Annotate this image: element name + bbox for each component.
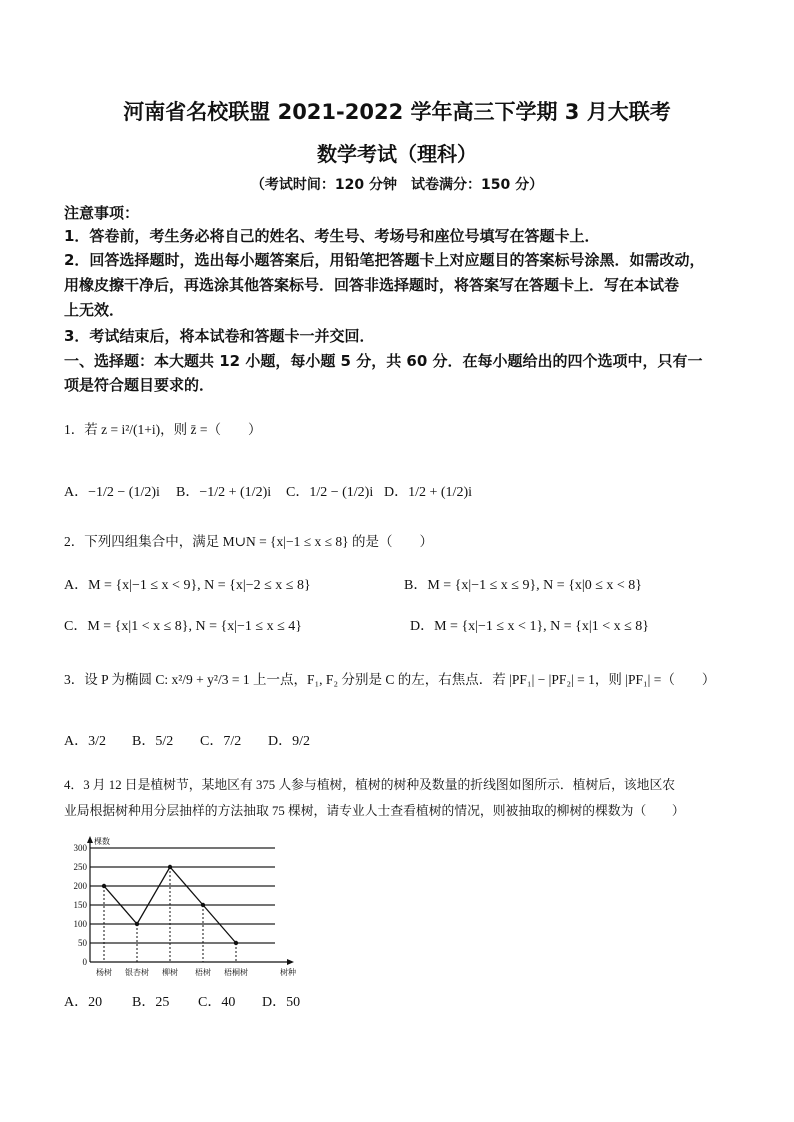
q3-option-b: B．5/2: [132, 734, 174, 749]
q2-option-a: A．M = {x|−1 ≤ x < 9}, N = {x|−2 ≤ x ≤ 8}: [64, 578, 311, 593]
data-point: [102, 884, 106, 888]
y-tick-label: 150: [73, 900, 87, 910]
q1-option-b: B．−1/2 + (1/2)i: [176, 485, 272, 500]
q2-option-d: D．M = {x|−1 ≤ x < 1}, N = {x|1 < x ≤ 8}: [410, 619, 649, 634]
section-heading: 一、选择题：本大题共 12 小题，每小题 5 分，共 60 分．在每小题给出的四个选项中，只有一: [64, 352, 703, 370]
q4-option-d: D．50: [262, 995, 301, 1010]
q1-option-c: C．1/2 − (1/2)i: [286, 485, 374, 500]
notice-heading: 注意事项：: [64, 204, 140, 222]
exam-meta: （考试时间：120 分钟 试卷满分：150 分）: [250, 177, 544, 193]
q3-option-c: C．7/2: [200, 734, 242, 749]
q1-option-d: D．1/2 + (1/2)i: [384, 485, 472, 500]
q3-option-d: D．9/2: [268, 734, 310, 749]
y-tick-label: 100: [73, 919, 87, 929]
question-1: 1．若 z = i²/(1+i)，则 z̄ =（ ）: [64, 422, 262, 437]
q2-option-b: B．M = {x|−1 ≤ x ≤ 9}, N = {x|0 ≤ x < 8}: [404, 578, 643, 593]
y-tick-label: 250: [73, 862, 87, 872]
y-tick-label: 300: [73, 843, 87, 853]
y-tick-label: 0: [82, 957, 87, 967]
question-4: 4．3 月 12 日是植树节，某地区有 375 人参与植树，植树的树种及数量的折线图如图所示．植树后，该地区农: [64, 778, 676, 792]
q1-option-a: A．−1/2 − (1/2)i: [64, 485, 160, 500]
page-title: 河南省名校联盟 2021-2022 学年高三下学期 3 月大联考: [123, 100, 671, 124]
data-point: [201, 903, 205, 907]
x-tick-label: 梧树: [195, 968, 211, 977]
notice-item: 用橡皮擦干净后，再选涂其他答案标号．回答非选择题时，将答案写在答题卡上．写在本试卷: [64, 276, 680, 294]
data-point: [168, 865, 172, 869]
q2-option-c: C．M = {x|1 < x ≤ 8}, N = {x|−1 ≤ x ≤ 4}: [64, 619, 303, 634]
y-tick-label: 200: [73, 881, 87, 891]
notice-item: 1．答卷前，考生务必将自己的姓名、考生号、考场号和座位号填写在答题卡上．: [64, 227, 600, 245]
question-4-cont: 业局根据树种用分层抽样的方法抽取 75 棵树，请专业人士查看植树的情况，则被抽取的柳树的棵数为（ ）: [64, 804, 685, 818]
data-point: [135, 922, 139, 926]
q4-option-b: B．25: [132, 995, 170, 1010]
q3-option-a: A．3/2: [64, 734, 106, 749]
q4-option-c: C．40: [198, 995, 236, 1010]
data-point: [234, 941, 238, 945]
y-tick-label: 50: [78, 938, 87, 948]
x-tick-label: 银杏树: [125, 968, 149, 977]
q4-option-a: A．20: [64, 995, 103, 1010]
section-heading: 项是符合题目要求的．: [64, 376, 215, 394]
y-axis-label: 棵数: [94, 837, 110, 846]
question-3: 3．设 P 为椭圆 C: x²/9 + y²/3 = 1 上一点，F₁, F₂ 分别是 C 的左，右焦点．若 |PF₁| − |PF₂| = 1，则 |PF₁| =（ ）: [64, 672, 716, 687]
y-axis-arrow: [87, 836, 93, 843]
question-2: 2．下列四组集合中，满足 M∪N = {x|−1 ≤ x ≤ 8} 的是（ ）: [64, 534, 434, 549]
x-tick-label: 梧桐树: [224, 968, 248, 977]
x-tick-label: 柳树: [162, 968, 178, 977]
notice-item: 上无效．: [64, 301, 125, 319]
notice-item: 3．考试结束后，将本试卷和答题卡一并交回．: [64, 327, 375, 345]
notice-item: 2．回答选择题时，选出每小题答案后，用铅笔把答题卡上对应题目的答案标号涂黑．如需改动，: [64, 251, 705, 269]
page-subtitle: 数学考试（理科）: [317, 142, 477, 166]
line-chart: [60, 828, 320, 988]
x-tick-label: 杨树: [96, 968, 112, 977]
x-axis-arrow: [287, 959, 294, 965]
x-axis-label: 树种: [280, 968, 296, 977]
